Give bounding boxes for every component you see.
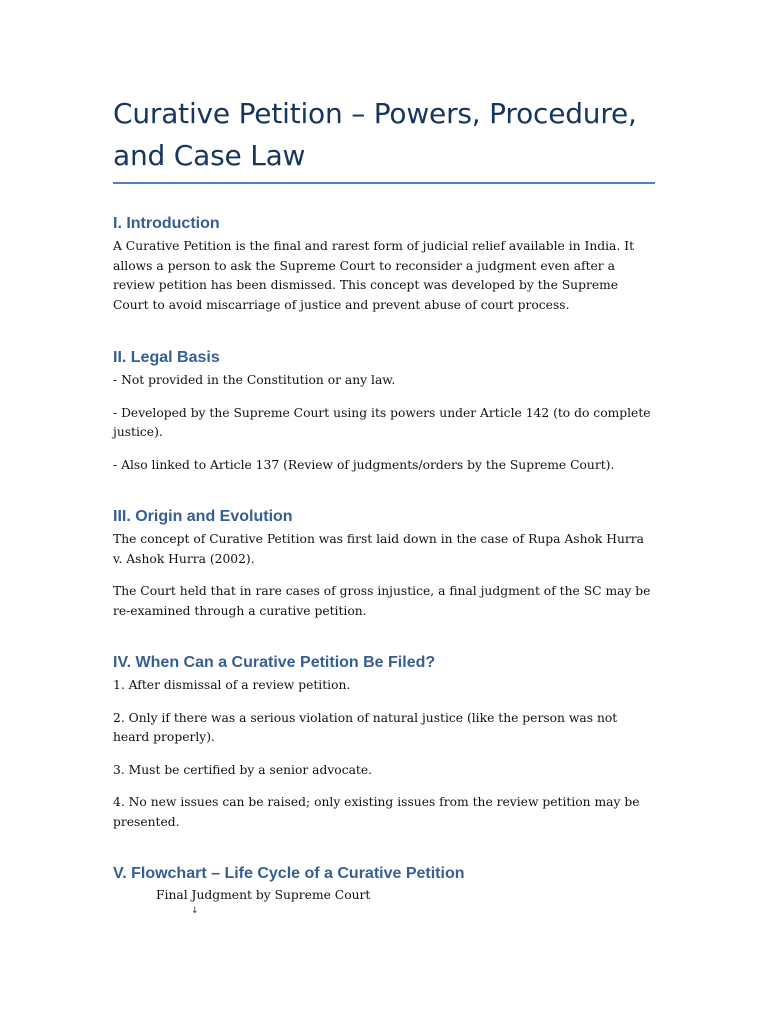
section-heading: IV. When Can a Curative Petition Be Filed? [113, 654, 436, 671]
paragraph: The Court held that in rare cases of gross injustice, a final judgment of the SC may be re-examined through a curative petition. [113, 584, 651, 618]
section-origin-evolution [113, 507, 655, 621]
document-page [113, 0, 655, 924]
section-heading: V. Flowchart – Life Cycle of a Curative Petition [113, 865, 465, 882]
title-underline [113, 182, 655, 184]
down-arrow-icon: ↓ [191, 906, 199, 916]
section-legal-basis [113, 348, 655, 475]
paragraph: - Also linked to Article 137 (Review of judgments/orders by the Supreme Court). [113, 457, 615, 472]
section-heading: III. Origin and Evolution [113, 508, 293, 525]
section-when-filed [113, 653, 655, 832]
section-heading: II. Legal Basis [113, 349, 220, 366]
paragraph: The concept of Curative Petition was first laid down in the case of Rupa Ashok Hurra v. Ashok Hurra (2002). [113, 532, 644, 566]
section-heading: I. Introduction [113, 215, 220, 232]
list-item: 4. No new issues can be raised; only existing issues from the review petition may be presented. [113, 795, 640, 829]
list-item: 1. After dismissal of a review petition. [113, 678, 351, 692]
paragraph: - Not provided in the Constitution or any law. [113, 373, 396, 387]
flowchart-step: Final Judgment by Supreme Court [156, 888, 371, 902]
document-title: Curative Petition – Powers, Procedure, and Case Law [113, 97, 637, 172]
paragraph: - Developed by the Supreme Court using its powers under Article 142 (to do complete justice). [113, 405, 651, 439]
list-item: 2. Only if there was a serious violation of natural justice (like the person was not heard properly). [113, 710, 618, 744]
section-introduction [113, 214, 655, 315]
paragraph: A Curative Petition is the final and rarest form of judicial relief available in India. It allows a person to ask the Supreme Court to reconsider a judgment even after a review petition has been dismissed. This concept was developed by the Supreme Court to avoid miscarriage of justice and prevent abuse of court process. [113, 239, 635, 312]
list-item: 3. Must be certified by a senior advocate. [113, 762, 373, 777]
section-flowchart [113, 864, 655, 924]
